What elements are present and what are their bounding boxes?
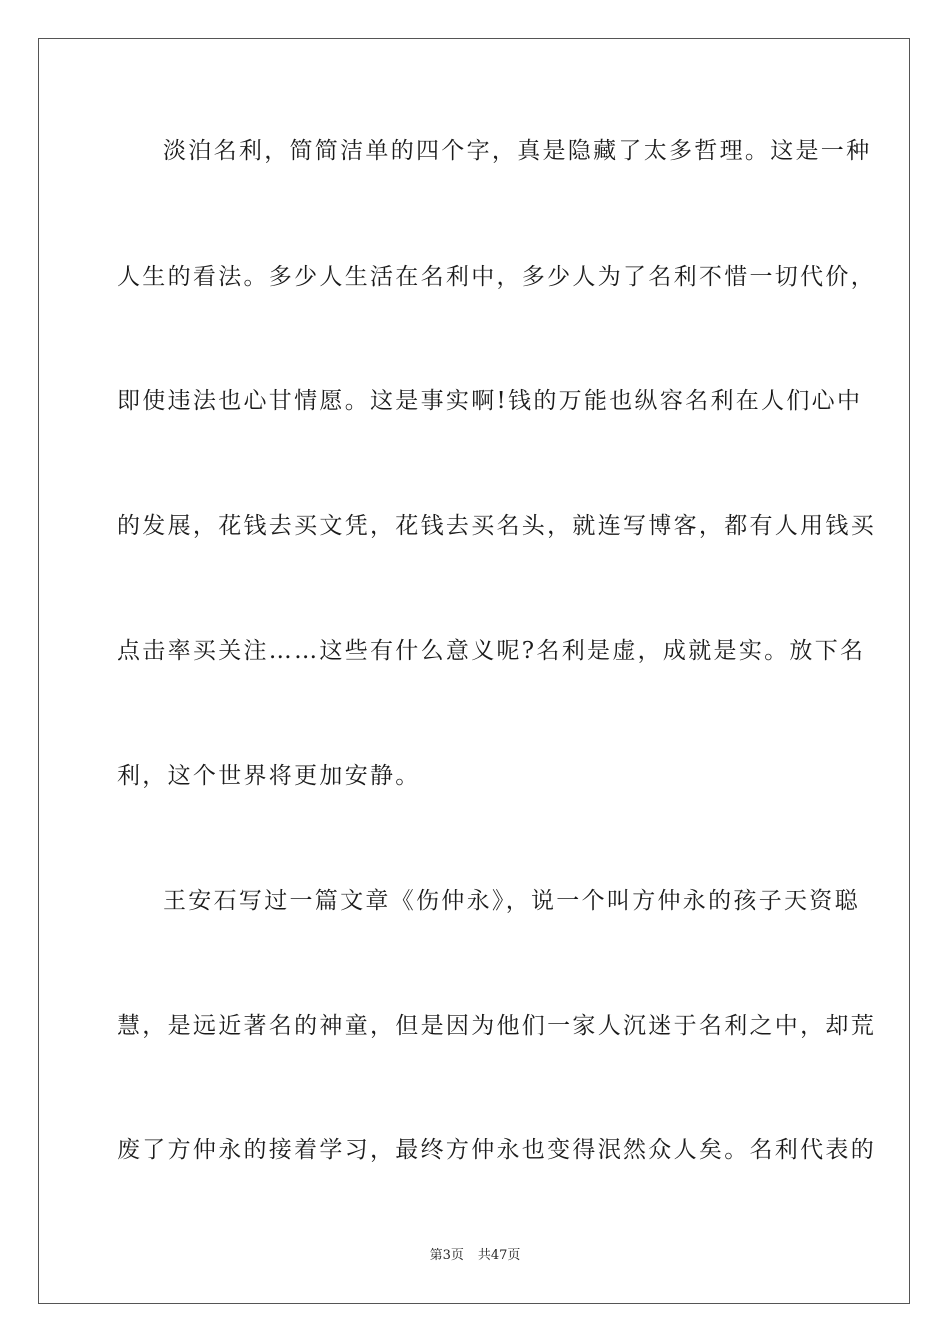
paragraph-1-line-1: 淡泊名利，简简洁单的四个字，真是隐藏了太多哲理。这是一种	[163, 138, 872, 164]
paragraph-2-line-2: 慧，是远近著名的神童，但是因为他们一家人沉迷于名利之中，却荒	[117, 1013, 876, 1039]
paragraph-1-line-5: 点击率买关注……这些有什么意义呢?名利是虚，成就是实。放下名	[117, 638, 866, 664]
paragraph-1-line-6: 利，这个世界将更加安静。	[117, 763, 421, 789]
total-pages: 共47页	[477, 1248, 521, 1263]
paragraph-2-line-3: 废了方仲永的接着学习，最终方仲永也变得泯然众人矣。名利代表的	[117, 1137, 876, 1163]
paragraph-1-line-2: 人生的看法。多少人生活在名利中，多少人为了名利不惜一切代价，	[117, 264, 876, 290]
page-border	[38, 38, 910, 1304]
paragraph-2-line-1: 王安石写过一篇文章《伤仲永》，说一个叫方仲永的孩子天资聪	[163, 888, 860, 914]
page-number: 第3页	[429, 1248, 464, 1263]
paragraph-1-line-3: 即使违法也心甘情愿。这是事实啊!钱的万能也纵容名利在人们心中	[117, 388, 863, 414]
page-footer	[0, 1247, 950, 1265]
paragraph-1-line-4: 的发展，花钱去买文凭，花钱去买名头，就连写博客，都有人用钱买	[117, 513, 876, 539]
